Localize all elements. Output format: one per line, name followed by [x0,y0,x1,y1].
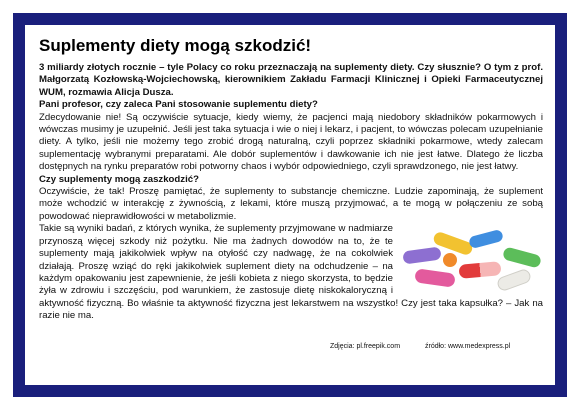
pill-blue [468,229,504,249]
pills-image [399,227,549,291]
answer-3-wrap [39,223,543,322]
pill-red [458,261,501,279]
pill-orange [443,253,457,267]
question-1: Pani profesor, czy zaleca Pani stosowanie suplementu diety? [39,99,318,111]
pill-green [502,247,542,269]
answer-3: Takie są wyniki badań, z których wynika, że suplementy przyjmowane w nadmiarze przynoszą więcej szkody niż pożytku. Nie ma żadnych dowodów na to, że te suplementy mają jakikolwiek wpływ na otyłość czy nadwagę, że na cokolwiek działają. Proszę wziąć do ręki jakikolwiek suplement diety na odchudzenie – na każdym opakowaniu jest zapewnienie, że jeśli kobieta z niego skorzysta, to będzie żyła w zdrowiu i szczęściu, pod warunkiem, że zastosuje dietę niskokaloryczną i aktywność fizyczną. Bo właśnie ta aktywność fizyczna jest lekarstwem na wszystko! Czy jest taka kapsułka? – Jak na razie nie ma. [39,223,543,322]
page-border-frame [13,13,567,397]
source-credit: źródło: www.medexpress.pl [425,343,511,350]
photo-credit: Zdjęcia: pl.freepik.com [330,343,401,350]
answer-1: Zdecydowanie nie! Są oczywiście sytuacje, kiedy wiemy, że pacjenci mają niedobory składników pokarmowych i wówczas musimy je uzupełnić. Jeśli jest taka sytuacja i wie o niej i lekarz, i pacjent, to wówczas polecam uzupełnianie diety. A tylko, jeśli nie możemy tego zrobić drogą naturalną, czyli poprzez składniki pokarmowe, wtedy zalecam suplementację wybranymi preparatami. Ale dobór suplementów i dawkowanie ich nie jest łatwe. Dlatego że liczba dostępnych na rynku preparatów robi potworny chaos i wybór odpowiedniego, czyli sprawdzonego, nie jest łatwy. [39,111,543,173]
article-title: Suplementy diety mogą szkodzić! [39,36,312,55]
article-lead: 3 miliardy złotych rocznie – tyle Polacy co roku przeznaczają na suplementy diety. Czy słusznie? O tym z prof. Małgorzatą Kozłowską-Wojciechowską, kierownikiem Zakładu Farmacji Klinicznej i Opieki Farmaceutycznej WUM, rozmawia Alicja Dusza. [39,62,543,98]
pill-pink [414,269,456,288]
answer-2: Oczywiście, że tak! Proszę pamiętać, że suplementy to substancje chemiczne. Ludzie zapominają, że suplement może wchodzić w interakcję z żywnością, z lekami, które muszą przyjmować, a te mogą w połączeniu ze sobą powodować nieprawidłowości w metabolizmie. [39,186,543,222]
article-content [39,35,543,323]
pill-white [496,268,533,293]
pill-purple [402,247,441,265]
article-panel [25,25,555,385]
question-2: Czy suplementy mogą zaszkodzić? [39,173,199,185]
